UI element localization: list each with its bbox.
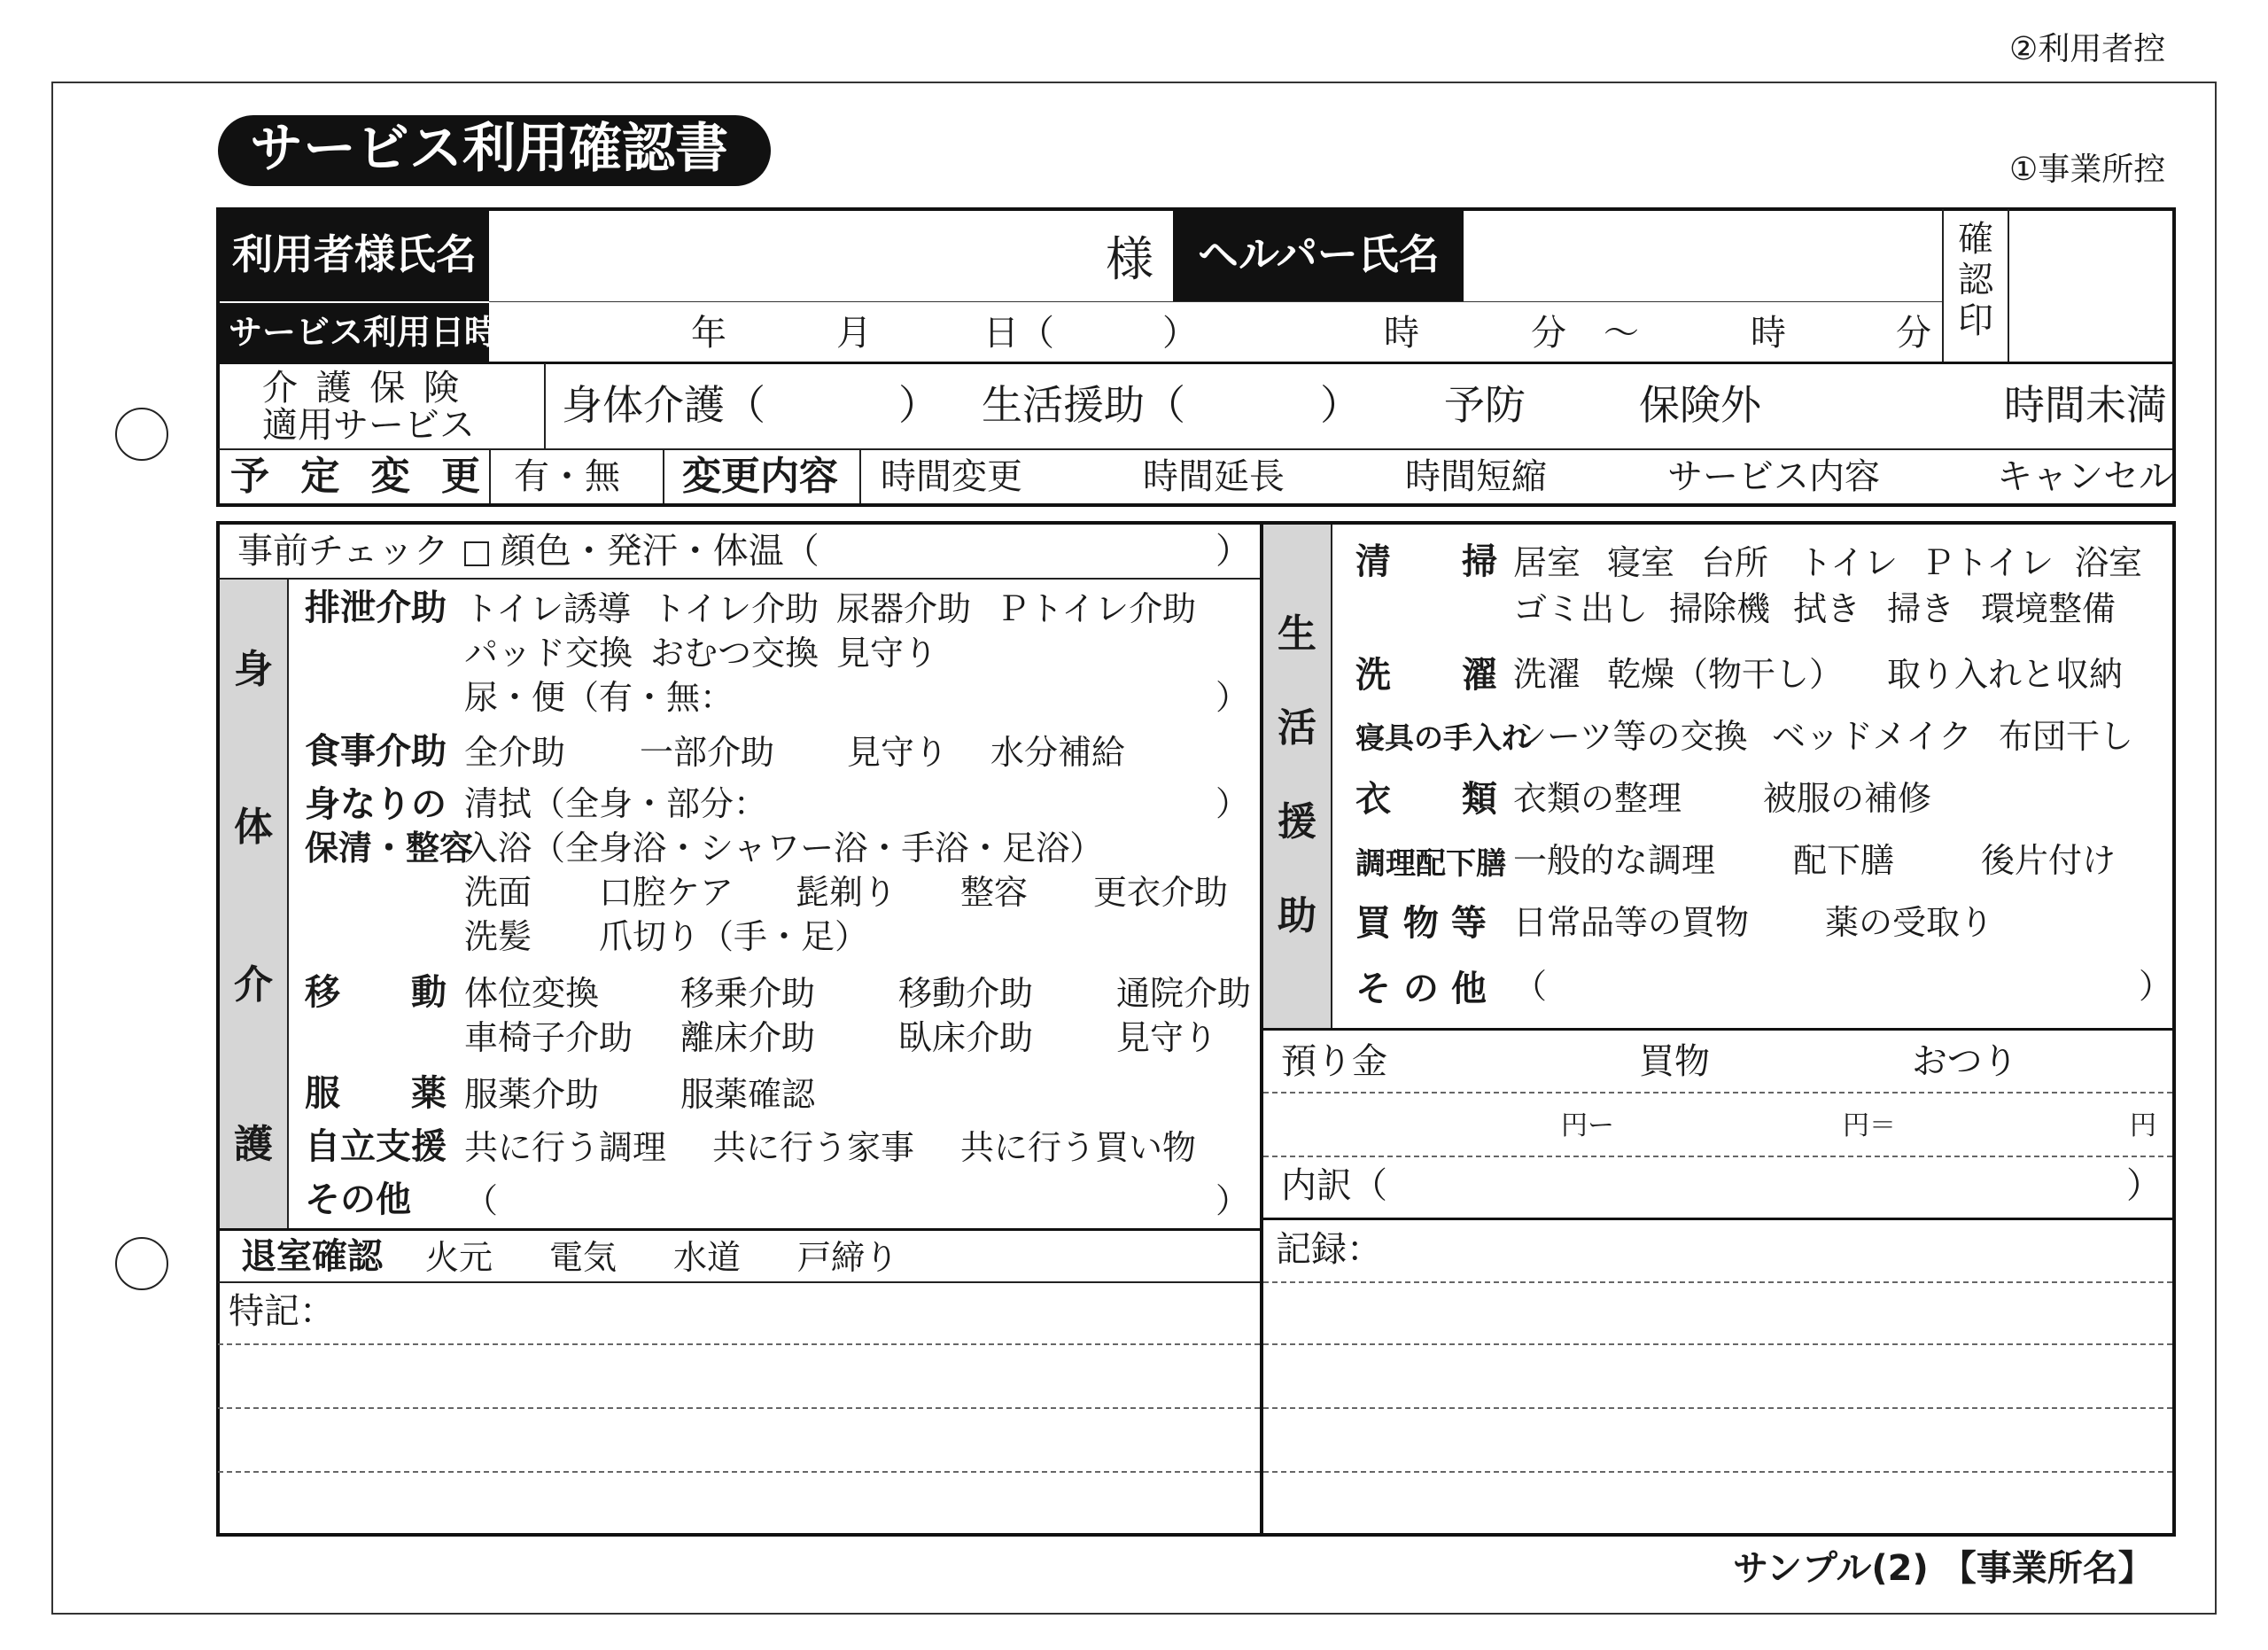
excretion-pad[interactable]: パッド交換 xyxy=(464,634,633,673)
money-breakdown-close: ） xyxy=(2126,1165,2162,1206)
hygiene-oral[interactable]: 口腔ケア xyxy=(599,873,734,912)
clothing-label: 衣 類 xyxy=(1355,779,1497,820)
cleaning-p-toilet[interactable]: Ｐトイレ xyxy=(1921,543,2054,582)
insurance-label-1: 介 護 保 険 xyxy=(262,368,463,409)
hygiene-wipe[interactable]: 清拭（全身・部分： xyxy=(464,784,768,823)
cleaning-environment[interactable]: 環境整備 xyxy=(1981,589,2117,628)
insurance-label-2: 適用サービス xyxy=(262,405,475,446)
excretion-toilet-assist[interactable]: トイレ介助 xyxy=(652,589,819,628)
pre-check-label: 事前チェック xyxy=(237,531,449,572)
life-other-close: ） xyxy=(2139,967,2173,1006)
money-shopping-label: 買物 xyxy=(1639,1041,1710,1082)
excretion-label: 排泄介助 xyxy=(305,588,447,628)
cooking-general[interactable]: 一般的な調理 xyxy=(1513,841,1716,880)
shopping-daily[interactable]: 日常品等の買物 xyxy=(1513,903,1750,942)
seal-char-3: 印 xyxy=(1958,300,1993,341)
change-option-time-change[interactable]: 時間変更 xyxy=(881,456,1022,497)
helper-name-field[interactable] xyxy=(1464,209,1942,301)
hygiene-bath[interactable]: 入浴（全身浴・シャワー浴・手浴・足浴） xyxy=(464,829,1104,868)
movement-hospital[interactable]: 通院介助 xyxy=(1116,974,1252,1013)
unit-day: 日（ xyxy=(983,313,1054,354)
unit-year: 年 xyxy=(691,313,726,354)
body-other-label: その他 xyxy=(305,1179,411,1220)
bedding-sheets[interactable]: シーツ等の交換 xyxy=(1513,717,1748,756)
movement-position[interactable]: 体位変換 xyxy=(464,974,600,1013)
schedule-change-label: 予 定 変 更 xyxy=(230,454,489,499)
schedule-change-yes-no[interactable]: 有・無 xyxy=(514,456,620,497)
life-support-side-bg xyxy=(1263,525,1331,1028)
cleaning-vacuum[interactable]: 掃除機 xyxy=(1669,589,1771,628)
meal-partial[interactable]: 一部介助 xyxy=(640,733,775,772)
user-name-field[interactable] xyxy=(489,209,1171,301)
excretion-diaper[interactable]: おむつ交換 xyxy=(650,634,819,673)
insurance-prevention[interactable]: 予防 xyxy=(1444,381,1526,429)
laundry-dry[interactable]: 乾燥（物干し） xyxy=(1607,655,1844,694)
independence-label: 自立支援 xyxy=(305,1126,447,1167)
hygiene-wipe-close: ） xyxy=(1216,784,1250,823)
life-side-char-4: 助 xyxy=(1278,893,1317,938)
money-amount-row[interactable] xyxy=(1263,1094,2172,1156)
meal-full[interactable]: 全介助 xyxy=(464,733,566,772)
insurance-body-care[interactable]: 身体介護（ xyxy=(562,381,765,429)
movement-wheelchair[interactable]: 車椅子介助 xyxy=(464,1018,633,1057)
independence-shopping[interactable]: 共に行う買い物 xyxy=(960,1128,1197,1167)
unit-month: 月 xyxy=(836,313,872,354)
punch-hole-bottom xyxy=(115,1237,168,1290)
cleaning-garbage[interactable]: ゴミ出し xyxy=(1513,589,1649,628)
hygiene-dressing[interactable]: 更衣介助 xyxy=(1093,873,1229,912)
pre-check-item[interactable] xyxy=(464,531,819,572)
cleaning-label: 清 掃 xyxy=(1355,541,1497,582)
medication-label: 服 薬 xyxy=(305,1073,447,1114)
bedding-label: 寝具の手入れ xyxy=(1355,720,1531,755)
helper-name-label: ヘルパー氏名 xyxy=(1198,230,1440,278)
copy-label-user: ②利用者控 xyxy=(2009,31,2166,67)
checkbox-icon[interactable] xyxy=(464,541,489,566)
laundry-fold[interactable]: 取り入れと収納 xyxy=(1887,655,2124,694)
seal-char-2: 認 xyxy=(1958,260,1993,300)
cleaning-living[interactable]: 居室 xyxy=(1513,543,1581,582)
money-yen-minus: 円ー xyxy=(1561,1110,1614,1141)
notes-label: 特記： xyxy=(229,1291,335,1332)
excretion-p-toilet[interactable]: Ｐトイレ介助 xyxy=(996,589,1197,628)
pre-check-close: ） xyxy=(1216,531,1251,572)
insurance-outside[interactable]: 保険外 xyxy=(1639,381,1761,429)
movement-getup[interactable]: 離床介助 xyxy=(680,1018,816,1057)
hygiene-label-1: 身なりの xyxy=(305,784,447,825)
life-side-char-2: 活 xyxy=(1278,705,1317,751)
hygiene-face-wash[interactable]: 洗面 xyxy=(464,873,532,912)
life-side-char-3: 援 xyxy=(1278,799,1317,844)
movement-lie-down[interactable]: 臥床介助 xyxy=(898,1018,1034,1057)
change-content-label: 変更内容 xyxy=(682,454,838,499)
shopping-label: 買 物 等 xyxy=(1355,903,1487,944)
meal-label: 食事介助 xyxy=(305,731,447,772)
money-deposit-label: 預り金 xyxy=(1281,1041,1387,1082)
cleaning-wipe[interactable]: 拭き xyxy=(1793,589,1861,628)
insurance-under-time[interactable]: 時間未満 xyxy=(2004,381,2167,429)
hygiene-nail[interactable]: 爪切り（手・足） xyxy=(599,917,869,956)
body-side-char-4: 護 xyxy=(234,1122,273,1167)
change-option-extend[interactable]: 時間延長 xyxy=(1143,456,1285,497)
exit-check-label: 退室確認 xyxy=(241,1236,383,1277)
hygiene-grooming[interactable]: 整容 xyxy=(960,873,1029,912)
bedding-make[interactable]: ベッドメイク xyxy=(1772,717,1973,756)
money-breakdown[interactable]: 内訳（ xyxy=(1281,1165,1387,1206)
cleaning-kitchen[interactable]: 台所 xyxy=(1701,543,1769,582)
exit-check-lock[interactable]: 戸締り xyxy=(797,1238,899,1277)
meal-hydration[interactable]: 水分補給 xyxy=(990,733,1126,772)
unit-min-end: 分 xyxy=(1896,313,1931,354)
life-other-open[interactable]: （ xyxy=(1513,967,1548,1006)
money-change-label: おつり xyxy=(1912,1041,2018,1082)
seal-char-1: 確 xyxy=(1958,219,1993,260)
movement-transfer[interactable]: 移乗介助 xyxy=(680,974,816,1013)
laundry-label: 洗 濯 xyxy=(1355,655,1497,696)
body-other-open[interactable]: （ xyxy=(464,1181,499,1220)
hygiene-shave[interactable]: 髭剃り xyxy=(796,873,897,912)
clothing-organize[interactable]: 衣類の整理 xyxy=(1513,779,1682,818)
unit-day-close: ） xyxy=(1162,313,1198,354)
cooking-cleanup[interactable]: 後片付け xyxy=(1981,841,2117,880)
money-yen: 円 xyxy=(2130,1110,2156,1141)
exit-check-fire[interactable]: 火元 xyxy=(425,1238,493,1277)
hygiene-label-2: 保清・整容 xyxy=(305,829,474,868)
punch-hole-top xyxy=(115,408,168,461)
footer-office-name: サンプル(2) 【事業所名】 xyxy=(1733,1548,2154,1589)
cooking-serve[interactable]: 配下膳 xyxy=(1793,841,1895,880)
independence-housework[interactable]: 共に行う家事 xyxy=(712,1128,915,1167)
cooking-label: 調理配下膳 xyxy=(1355,846,1506,882)
shopping-medicine[interactable]: 薬の受取り xyxy=(1825,903,1994,942)
excretion-watch[interactable]: 見守り xyxy=(836,634,938,673)
sama-suffix: 様 xyxy=(1106,231,1153,287)
user-name-label: 利用者様氏名 xyxy=(232,230,477,278)
movement-label: 移 動 xyxy=(305,972,447,1013)
unit-tilde: ～ xyxy=(1604,313,1639,354)
body-side-char-2: 体 xyxy=(234,805,273,850)
movement-move[interactable]: 移動介助 xyxy=(898,974,1034,1013)
cleaning-bathroom[interactable]: 浴室 xyxy=(2075,543,2143,582)
service-date-label: サービス利用日時 xyxy=(229,313,499,352)
laundry-wash[interactable]: 洗濯 xyxy=(1513,655,1581,694)
exit-check-water[interactable]: 水道 xyxy=(673,1238,742,1277)
body-side-char-1: 身 xyxy=(234,647,273,692)
insurance-life-support[interactable]: 生活援助（ xyxy=(982,381,1185,429)
change-option-shorten[interactable]: 時間短縮 xyxy=(1405,456,1547,497)
seal-box[interactable] xyxy=(2009,209,2172,362)
body-other-close: ） xyxy=(1216,1181,1250,1220)
notes-area[interactable] xyxy=(218,1283,1260,1535)
movement-watch[interactable]: 見守り xyxy=(1116,1018,1218,1057)
money-yen-equal: 円＝ xyxy=(1843,1110,1896,1141)
hygiene-hair-wash[interactable]: 洗髪 xyxy=(464,917,532,956)
change-option-cancel[interactable]: キャンセル xyxy=(1997,456,2174,497)
bedding-air[interactable]: 布団干し xyxy=(1999,717,2134,756)
insurance-life-support-close: ） xyxy=(1320,381,1361,429)
cleaning-bedroom[interactable]: 寝室 xyxy=(1607,543,1675,582)
excretion-close: ） xyxy=(1216,678,1250,717)
cleaning-toilet[interactable]: トイレ xyxy=(1798,543,1899,582)
independence-cooking[interactable]: 共に行う調理 xyxy=(464,1128,667,1167)
copy-label-office: ①事業所控 xyxy=(2009,152,2166,188)
medication-assist[interactable]: 服薬介助 xyxy=(464,1075,600,1114)
unit-hour-start: 時 xyxy=(1384,313,1419,354)
exit-check-electric[interactable]: 電気 xyxy=(549,1238,617,1277)
meal-watch[interactable]: 見守り xyxy=(847,733,949,772)
record-area[interactable] xyxy=(1263,1219,2172,1535)
body-side-char-3: 介 xyxy=(234,962,273,1008)
excretion-urine-stool[interactable]: 尿・便（有・無： xyxy=(464,678,734,717)
clothing-repair[interactable]: 被服の補修 xyxy=(1763,779,1932,818)
pre-check-text: 顔色・発汗・体温（ xyxy=(500,531,819,572)
record-label: 記録： xyxy=(1276,1229,1382,1270)
unit-hour-end: 時 xyxy=(1751,313,1786,354)
medication-confirm[interactable]: 服薬確認 xyxy=(680,1075,816,1114)
page-title: サービス利用確認書 xyxy=(250,118,728,180)
insurance-body-care-close: ） xyxy=(898,381,939,429)
unit-min-start: 分 xyxy=(1531,313,1566,354)
excretion-urinal[interactable]: 尿器介助 xyxy=(836,589,972,628)
life-other-label: そ の 他 xyxy=(1355,969,1487,1009)
cleaning-sweep[interactable]: 掃き xyxy=(1887,589,1955,628)
life-side-char-1: 生 xyxy=(1278,611,1317,657)
change-option-service[interactable]: サービス内容 xyxy=(1667,456,1880,497)
excretion-toilet-guide[interactable]: トイレ誘導 xyxy=(464,589,632,628)
